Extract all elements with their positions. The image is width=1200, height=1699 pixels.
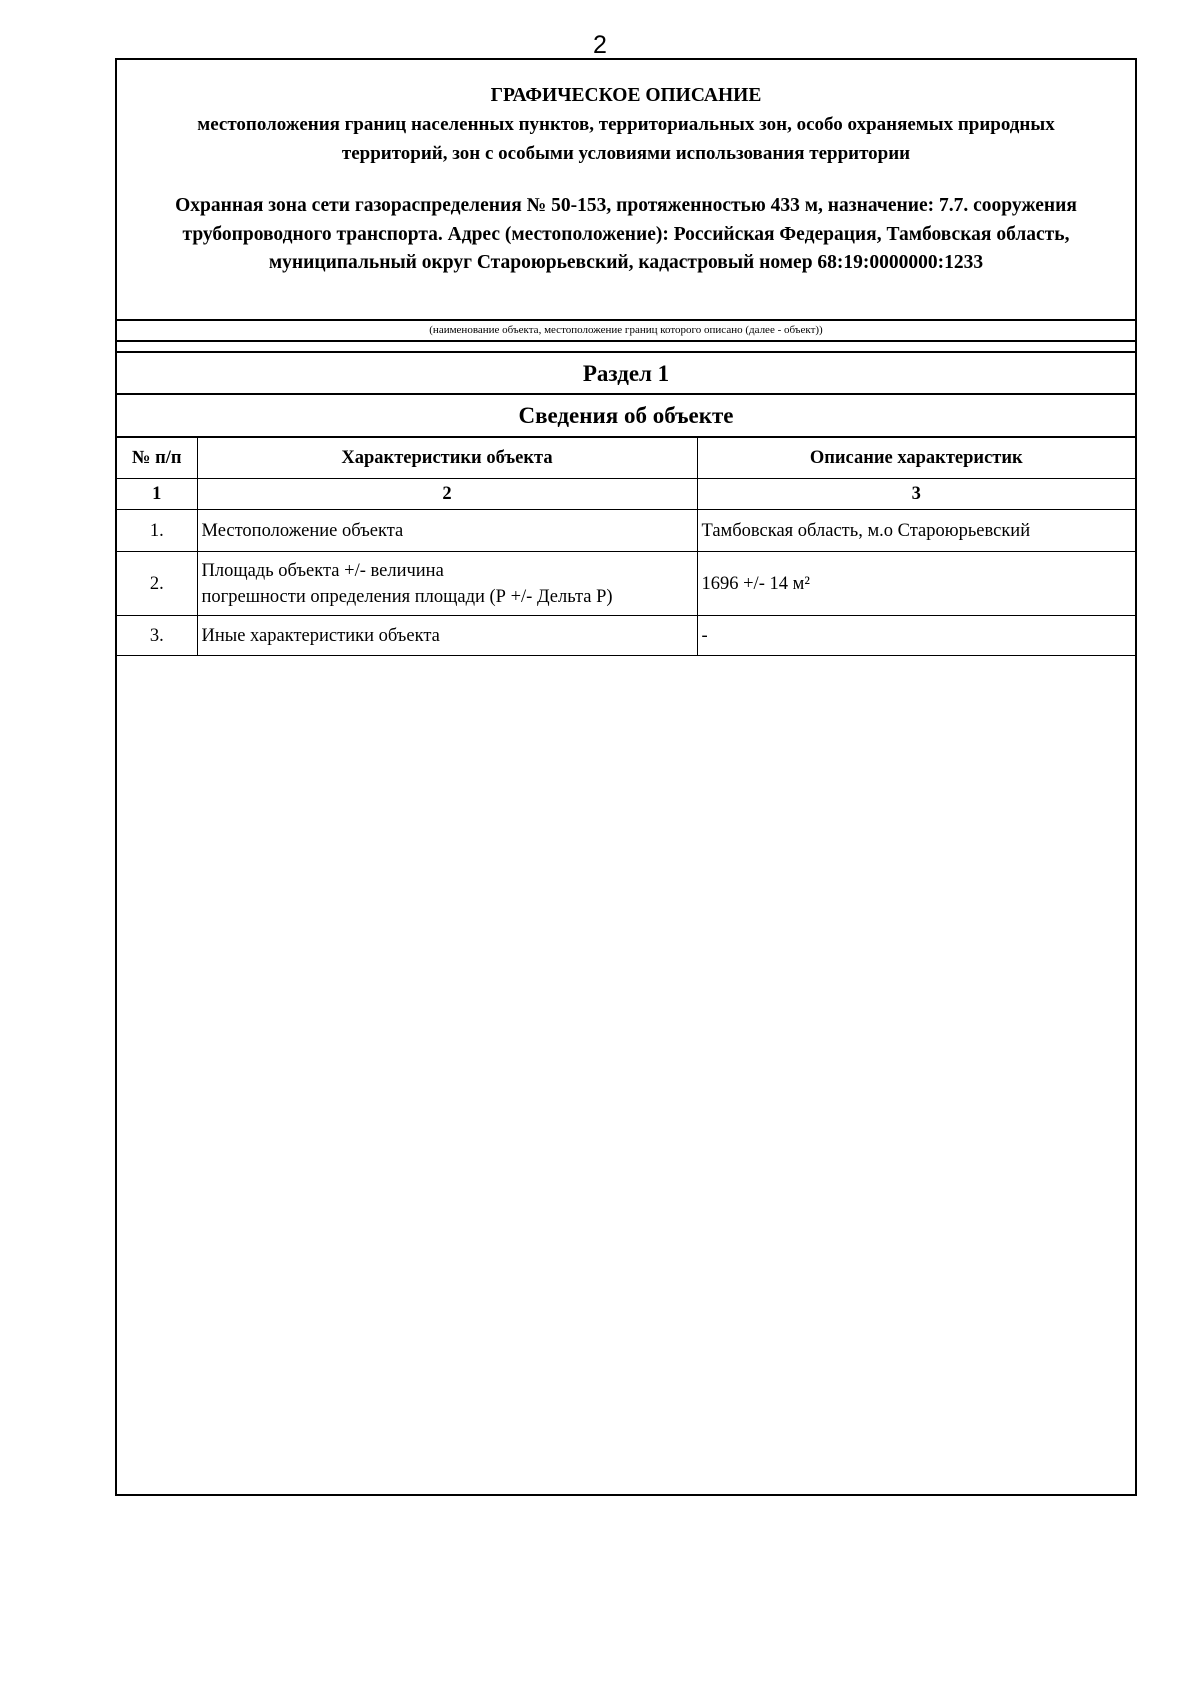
row-characteristic: Иные характеристики объекта — [197, 616, 697, 656]
row-description: - — [697, 616, 1135, 656]
header-number: № п/п — [117, 438, 197, 479]
row-characteristic: Местоположение объекта — [197, 510, 697, 552]
table-header-row — [117, 438, 1135, 479]
table-row — [117, 552, 1135, 616]
section-subtitle: Сведения об объекте — [117, 395, 1135, 438]
column-number: 1 — [117, 479, 197, 510]
header-characteristic: Характеристики объекта — [197, 438, 697, 479]
row-description: Тамбовская область, м.о Староюрьевский — [697, 510, 1135, 552]
object-name-caption: (наименование объекта, местоположение границ которого описано (далее - объект)) — [117, 321, 1135, 342]
table-row — [117, 510, 1135, 552]
row-characteristic — [197, 552, 697, 616]
object-name: Охранная зона сети газораспределения № 50-153, протяженностью 433 м, назначение: 7.7. сооружения трубопроводного транспорта. Адрес (местоположение): Российская Федерация, Тамбовская область, муниципальный округ Староюрьевский, кадастровый номер 68:19:0000000:1233 — [175, 195, 1077, 273]
row-description: 1696 +/- 14 м² — [697, 552, 1135, 616]
document-header — [117, 60, 1135, 321]
row-number: 1. — [117, 510, 197, 552]
section-title: Раздел 1 — [117, 353, 1135, 395]
document-subtitle: местоположения границ населенных пунктов, территориальных зон, особо охраняемых природных территорий, зон с особыми условиями использования территории — [197, 114, 1055, 164]
row-characteristic-line: Площадь объекта +/- величина — [201, 560, 444, 581]
column-number: 2 — [197, 479, 697, 510]
document-title: ГРАФИЧЕСКОЕ ОПИСАНИЕ — [490, 85, 762, 106]
header-description: Описание характеристик — [697, 438, 1135, 479]
row-number: 2. — [117, 552, 197, 616]
row-characteristic-line: погрешности определения площади (Р +/- Дельта Р) — [201, 586, 613, 607]
column-numbers-row — [117, 479, 1135, 510]
spacer-row — [117, 342, 1135, 353]
page-number: 2 — [593, 31, 607, 59]
column-number: 3 — [697, 479, 1135, 510]
object-characteristics-table — [117, 438, 1135, 656]
row-number: 3. — [117, 616, 197, 656]
table-row — [117, 616, 1135, 656]
document-frame — [115, 58, 1137, 1496]
